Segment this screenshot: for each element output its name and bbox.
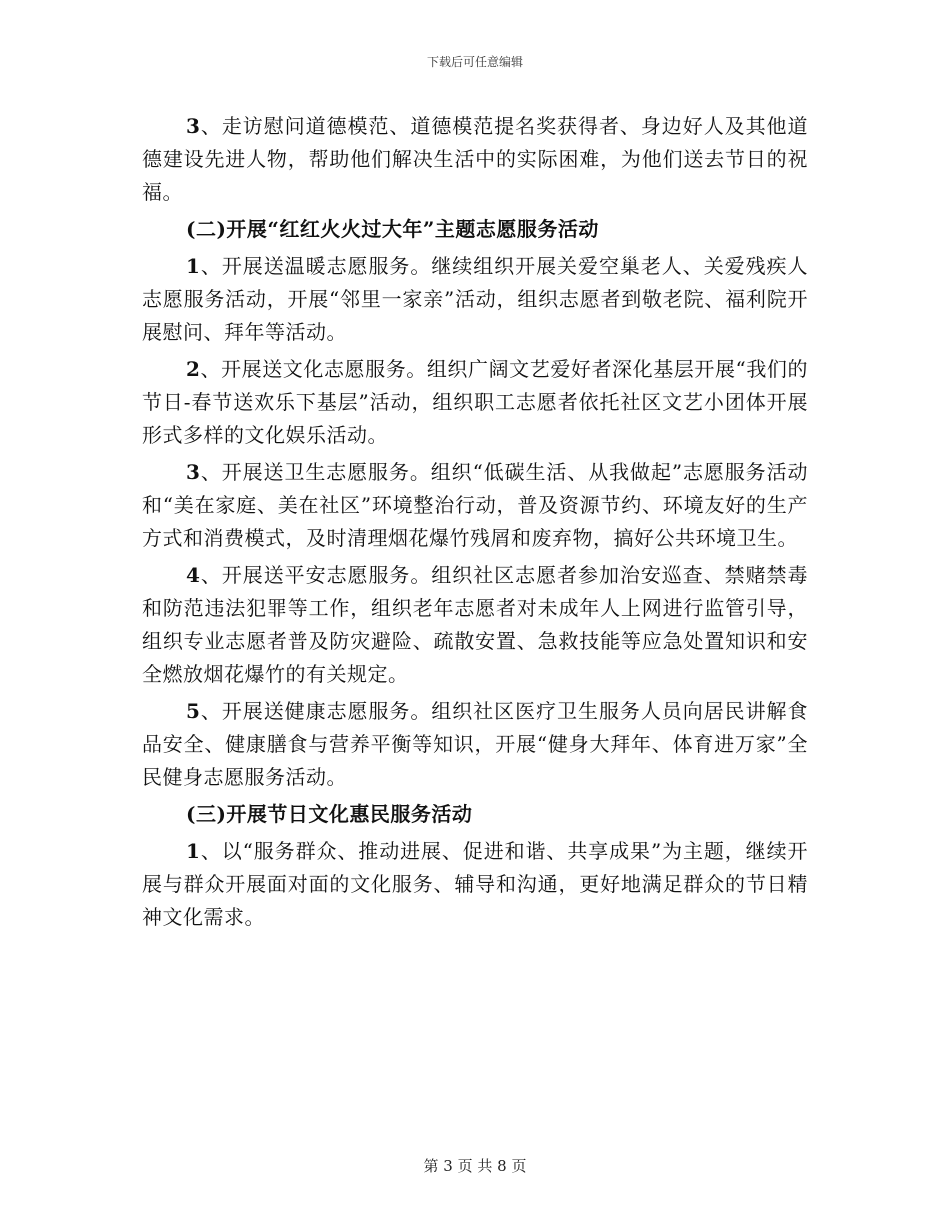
paragraph-text: 、走访慰问道德模范、道德模范提名奖获得者、身边好人及其他道德建设先进人物，帮助他们解决生活中的实际困难，为他们送去节日的祝福。	[142, 114, 808, 204]
section-heading-2: (二)开展“红红火火过大年”主题志愿服务活动	[186, 217, 599, 241]
paragraph-5	[142, 559, 808, 691]
item-number: 3	[186, 114, 201, 138]
section-heading-3: (三)开展节日文化惠民服务活动	[186, 802, 473, 826]
paragraph-text: 、以“服务群众、推动进展、促进和谐、共享成果”为主题，继续开展与群众开展面对面的文化服务、辅导和沟通，更好地满足群众的节日精神文化需求。	[142, 839, 808, 929]
page-header: 下载后可任意编辑	[426, 55, 523, 69]
paragraph-text: 、开展送平安志愿服务。组织社区志愿者参加治安巡查、禁赌禁毒和防范违法犯罪等工作，组织老年志愿者对未成年人上网进行监管引导，组织专业志愿者普及防灾避险、疏散安置、急救技能等应急处置知识和安全燃放烟花爆竹的有关规定。	[142, 563, 808, 686]
paragraph-text: 、开展送文化志愿服务。组织广阔文艺爱好者深化基层开展“我们的节日-春节送欢乐下基层”活动，组织职工志愿者依托社区文艺小团体开展形式多样的文化娱乐活动。	[142, 357, 808, 447]
paragraph-1	[142, 110, 808, 209]
paragraph-3	[142, 353, 808, 452]
paragraph-text: 、开展送温暖志愿服务。继续组织开展关爱空巢老人、关爱残疾人志愿服务活动，开展“邻里一家亲”活动，组织志愿者到敬老院、福利院开展慰问、拜年等活动。	[142, 254, 808, 344]
page-footer: 第 3 页 共 8 页	[423, 1157, 527, 1175]
item-number: 3	[186, 460, 201, 484]
item-number: 1	[186, 839, 201, 863]
paragraph-4	[142, 456, 808, 555]
paragraph-7	[142, 835, 808, 934]
paragraph-6	[142, 695, 808, 794]
item-number: 5	[186, 699, 201, 723]
item-number: 2	[186, 357, 201, 381]
document-body	[142, 110, 808, 938]
item-number: 1	[186, 254, 201, 278]
paragraph-text: 、开展送健康志愿服务。组织社区医疗卫生服务人员向居民讲解食品安全、健康膳食与营养平衡等知识，开展“健身大拜年、体育进万家”全民健身志愿服务活动。	[142, 699, 808, 789]
item-number: 4	[186, 563, 201, 587]
paragraph-text: 、开展送卫生志愿服务。组织“低碳生活、从我做起”志愿服务活动和“美在家庭、美在社区”环境整治行动，普及资源节约、环境友好的生产方式和消费模式，及时清理烟花爆竹残屑和废弃物，搞好公共环境卫生。	[142, 460, 808, 550]
paragraph-2	[142, 250, 808, 349]
